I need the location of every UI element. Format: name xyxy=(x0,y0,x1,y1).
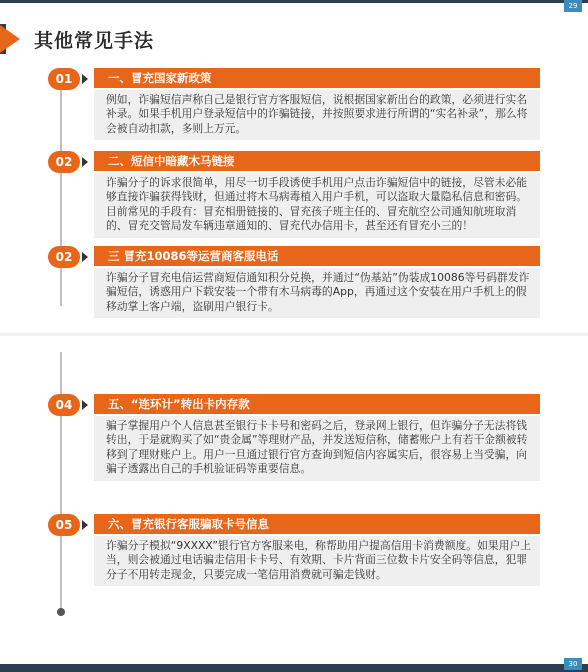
play-arrow-icon xyxy=(82,157,88,167)
item-number-badge: 04 xyxy=(48,394,80,416)
play-arrow-icon xyxy=(82,400,88,410)
item-number-badge: 02 xyxy=(48,246,80,268)
item-number-badge: 05 xyxy=(48,514,80,536)
page-title: 其他常见手法 xyxy=(34,30,155,52)
slide-2 xyxy=(0,336,588,672)
page-number-badge: 29 xyxy=(564,0,582,12)
bottom-bar xyxy=(0,664,588,672)
timeline-line xyxy=(60,352,62,614)
timeline-line xyxy=(60,76,62,306)
item-body: 骗子掌握用户个人信息甚至银行卡卡号和密码之后，登录网上银行，但诈骗分子无法将钱转出，于是就购买了如“贵金属”等理财产品，并发送短信称，储蓄账户上有若干金额被转移到了理财账户上。用户一旦通过银行官方查询到短信内容属实后，很容易上当受骗，向骗子透露出自己的手机验证码等重要信息。 xyxy=(94,416,540,481)
play-arrow-icon xyxy=(82,252,88,262)
item-body: 诈骗分子模拟“9XXXX”银行官方客服来电，称帮助用户提高信用卡消费额度。如果用户上当，则会被通过电话骗走信用卡卡号、有效期、卡片背面三位数卡片安全码等信息，犯罪分子不用转走现金，只要完成一笔信用消费就可骗走钱财。 xyxy=(94,536,540,586)
title-arrow-icon xyxy=(0,25,20,53)
timeline-end-dot xyxy=(57,608,65,616)
item-heading: 一、冒充国家新政策 xyxy=(94,68,540,88)
item-number-badge: 01 xyxy=(48,68,80,90)
item-body: 诈骗分子冒充电信运营商短信通知积分兑换，并通过“伪基站”伪装成10086等号码群发诈骗短信，诱惑用户下载安装一个带有木马病毒的App，再通过这个安装在用户手机上的假移动掌上客户端，盗刷用户银行卡。 xyxy=(94,268,540,318)
play-arrow-icon xyxy=(82,74,88,84)
item-heading: 五、“连环计”转出卡内存款 xyxy=(94,394,540,414)
item-heading: 六、冒充银行客服骗取卡号信息 xyxy=(94,514,540,534)
item-heading: 三 冒充10086等运营商客服电话 xyxy=(94,246,540,266)
item-number-badge: 02 xyxy=(48,151,80,173)
item-heading: 二、短信中暗藏木马链接 xyxy=(94,151,540,171)
top-bar xyxy=(0,0,588,3)
item-body: 例如，诈骗短信声称自己是银行官方客服短信，说根据国家新出台的政策，必须进行实名补录。如果手机用户登录短信中的诈骗链接，并按照要求进行所谓的“实名补录”，那么将会被自动扣款，多则上万元。 xyxy=(94,90,540,140)
play-arrow-icon xyxy=(82,520,88,530)
item-body: 诈骗分子的诉求很简单，用尽一切手段诱使手机用户点击诈骗短信中的链接，尽管未必能够直接诈骗获得钱财，但通过将木马病毒植入用户手机，可以盗取大量隐私信息和密码。目前常见的手段有：冒充相册链接的、冒充孩子班主任的、冒充航空公司通知航班取消的、冒充交管局发车辆违章通知的、冒充代办信用卡，甚至还有冒充小三的！ xyxy=(94,173,540,238)
page-number-badge: 30 xyxy=(564,658,582,670)
